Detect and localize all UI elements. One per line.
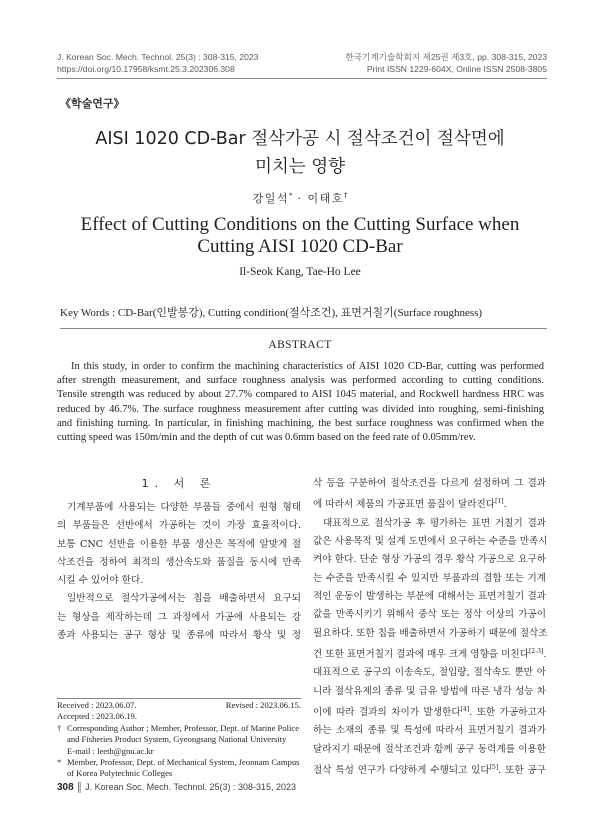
body-line: 달라지기 때문에 절삭조건과 함께 공구 동력계를 이용한 [313, 743, 546, 755]
body-line: 값은 사용목적 및 설계 도면에서 요구하는 수준을 만족시 [313, 536, 548, 548]
body-line: 일반적으로 절삭가공에서는 칩을 배출하면서 요구되 [67, 593, 301, 605]
body-line: 하는 소재의 종류 및 특성에 따라서 표면거칠기 결과가 [313, 725, 546, 737]
abstract-line: reduced by 46.7%. The surface roughness measurement after cutting was divided into roughing, semi-finishing [57, 403, 544, 415]
page-footer [57, 782, 296, 793]
citation-ref[interactable]: [1] [495, 498, 504, 506]
abstract-heading: ABSTRACT [268, 339, 332, 351]
body-line: 대표적으로 절삭가공 후 평가하는 표면 거칠기 결과 [323, 517, 546, 529]
body-line: 보통 CNC 선반을 이용한 부품 생산은 목적에 알맞게 절 [57, 538, 301, 550]
body-line: 삭 등을 구분하여 절삭조건을 다르게 설정하며 그 결과 [313, 478, 546, 489]
author-separator: · [292, 192, 308, 205]
dagger-mark: † [57, 722, 62, 733]
body-line: 건 또한 표면거칠기 결과에 매우 크게 영향을 미친다[2-3]. [313, 647, 547, 661]
citation-ref[interactable]: [4] [460, 705, 470, 713]
body-text: 절삭 특성 연구가 다양하게 수행되고 있다 [313, 765, 490, 777]
issn-line: Print ISSN 1229-604X, Online ISSN 2508-3805 [366, 63, 547, 74]
accepted-label: Accepted : [57, 711, 97, 722]
author-name: 강일석 [252, 192, 289, 205]
received-row [57, 700, 301, 711]
english-title-line: Cutting AISI 1020 CD-Bar [197, 236, 403, 257]
body-line: 기계부품에 사용되는 다양한 부품들 중에서 원형 형태 [67, 502, 301, 513]
korean-authors [0, 190, 600, 206]
body-text: 건 또한 표면거칠기 결과에 매우 크게 영향을 미친다 [313, 649, 529, 661]
body-text: . 또한 가공하고자 [469, 707, 546, 719]
body-line [313, 759, 546, 780]
english-title-line: Effect of Cutting Conditions on the Cutting Surface when [80, 214, 520, 235]
body-line: 는 수준을 만족시킬 수 있지만 부품과의 결합 또는 기계 [313, 572, 546, 584]
english-authors: Il-Seok Kang, Tae-Ho Lee [239, 266, 361, 278]
body-line: 삭조건을 정하여 최적의 생산속도와 품질을 동시에 만족 [57, 556, 301, 568]
member-note [57, 757, 301, 780]
citation-ref[interactable]: [5] [489, 764, 499, 772]
body-line: 종과 사용되는 공구 형상 및 종류에 따라서 황삭 및 정 [57, 630, 301, 642]
running-header-right [345, 52, 547, 75]
running-header-left [57, 52, 258, 75]
footnotes [57, 700, 301, 780]
body-line: 는 형상을 제작하는데 그 과정에서 가공에 사용되는 강 [57, 611, 301, 623]
keywords-divider [60, 328, 547, 329]
header-divider [57, 78, 547, 79]
abstract-line: In this study, in order to confirm the machining characteristics of AISI 1020 CD-Bar, cutting was performed [71, 361, 544, 372]
footer-separator: ║ [73, 782, 86, 792]
abstract-line: and finishing turning. In particular, in finishing machining, the best surface roughness was confirmed when the [57, 417, 544, 429]
body-text: 에 따라서 제품의 가공표면 품질이 달라진다 [313, 499, 496, 511]
member-note-text: Member, Professor, Dept. of Mechanical System, Jeonnam Campus of Korea Polytechnic Colleges [67, 757, 300, 779]
accepted-value: 2023.06.19. [96, 711, 137, 722]
journal-citation-korean: 한국기계기술학회지 제25권 제3호, pp. 308-315, 2023 [345, 52, 547, 62]
asterisk-mark: * [57, 757, 62, 768]
accepted-date [57, 711, 301, 722]
received-label: Received : [57, 700, 96, 710]
body-line: 필요하다. 또한 칩을 배출하면서 가공하기 때문에 절삭조 [313, 627, 548, 639]
body-column-left [57, 475, 301, 645]
body-line: 니라 절삭유제의 종류 및 급유 방법에 따른 냉각 성능 차 [313, 685, 546, 697]
doi-link[interactable]: https://doi.org/10.17958/ksmt.25.3.202306.308 [57, 63, 235, 74]
body-text: 이에 따라 결과의 차이가 발생한다 [313, 707, 461, 719]
received-value: 2023.06.07. [95, 700, 137, 710]
author-mark: * [289, 191, 293, 200]
citation-ref[interactable]: [2-3] [528, 647, 544, 655]
abstract-line: Tensile strength was reduced by about 27.7% compared to AISI 1045 material, and Rockwell hardness HRC was [57, 389, 544, 401]
body-line: 적인 운동이 발생하는 부분에 대해서는 표면거칠기 결과 [313, 590, 546, 602]
footer-journal: J. Korean Soc. Mech. Technol. 25(3) : 308-315, 2023 [85, 782, 297, 792]
abstract-line: after strength measurement, and surface roughness analysis was performed according to cutting conditions. [57, 375, 544, 387]
page-number: 308 [57, 782, 74, 793]
abstract-line: cutting speed was 150m/min and the depth of cut was 0.6mm based on the feed rate of 0.05mm/rev. [57, 432, 476, 444]
body-line [313, 701, 546, 722]
keywords-text: CD-Bar(인발봉강), Cutting condition(절삭조건), 표면거칠기(Surface roughness) [117, 307, 483, 319]
revised-date [226, 700, 301, 711]
korean-title [0, 125, 600, 181]
keywords [60, 304, 482, 320]
revised-label: Revised : [225, 700, 261, 710]
body-column-right [313, 475, 546, 781]
body-line: 에 따라서 제품의 가공표면 품질이 달라진다[1]. [313, 498, 507, 511]
keywords-label: Key Words : [60, 307, 118, 319]
body-line: 대표적으로 공구의 이송속도, 절입량, 절삭속도 뿐만 아 [313, 667, 546, 679]
author-name: 이태호 [307, 192, 344, 205]
section-heading: 1. 서 론 [141, 477, 217, 490]
received-date [57, 700, 136, 711]
body-line: 의 부품들은 선반에서 가공하는 것이 가장 효율적이다. [57, 520, 301, 532]
body-line: 켜야 한다. 단순 형상 가공의 경우 황삭 가공으로 요구하 [313, 554, 546, 566]
journal-citation: J. Korean Soc. Mech. Technol. 25(3) : 308-315, 2023 [57, 52, 259, 62]
article-category: 《학술연구》 [60, 97, 125, 110]
corresponding-author-note [57, 723, 301, 757]
abstract-body [57, 360, 544, 445]
english-title [0, 214, 600, 258]
body-text: . 또한 공구 [498, 765, 546, 777]
korean-title-line: AISI 1020 CD-Bar 절삭가공 시 절삭조건이 절삭면에 [95, 129, 505, 149]
revised-value: 2023.06.15. [260, 700, 301, 710]
korean-title-line: 미치는 영향 [254, 157, 346, 177]
body-line: 시킬 수 있어야 한다. [57, 575, 144, 587]
body-line: 값을 만족시키기 위해서 중삭 또는 정삭 이상의 가공이 [313, 609, 546, 621]
corresponding-author-text: Corresponding Author ; Member, Professor, Dept. of Marine Police and Fisheries Product System, Gyeongsang National University [67, 722, 300, 745]
author-email[interactable]: E-mail : leeth@gnu.ac.kr [67, 745, 154, 756]
footnote-divider [57, 698, 301, 699]
author-mark: † [343, 191, 348, 200]
